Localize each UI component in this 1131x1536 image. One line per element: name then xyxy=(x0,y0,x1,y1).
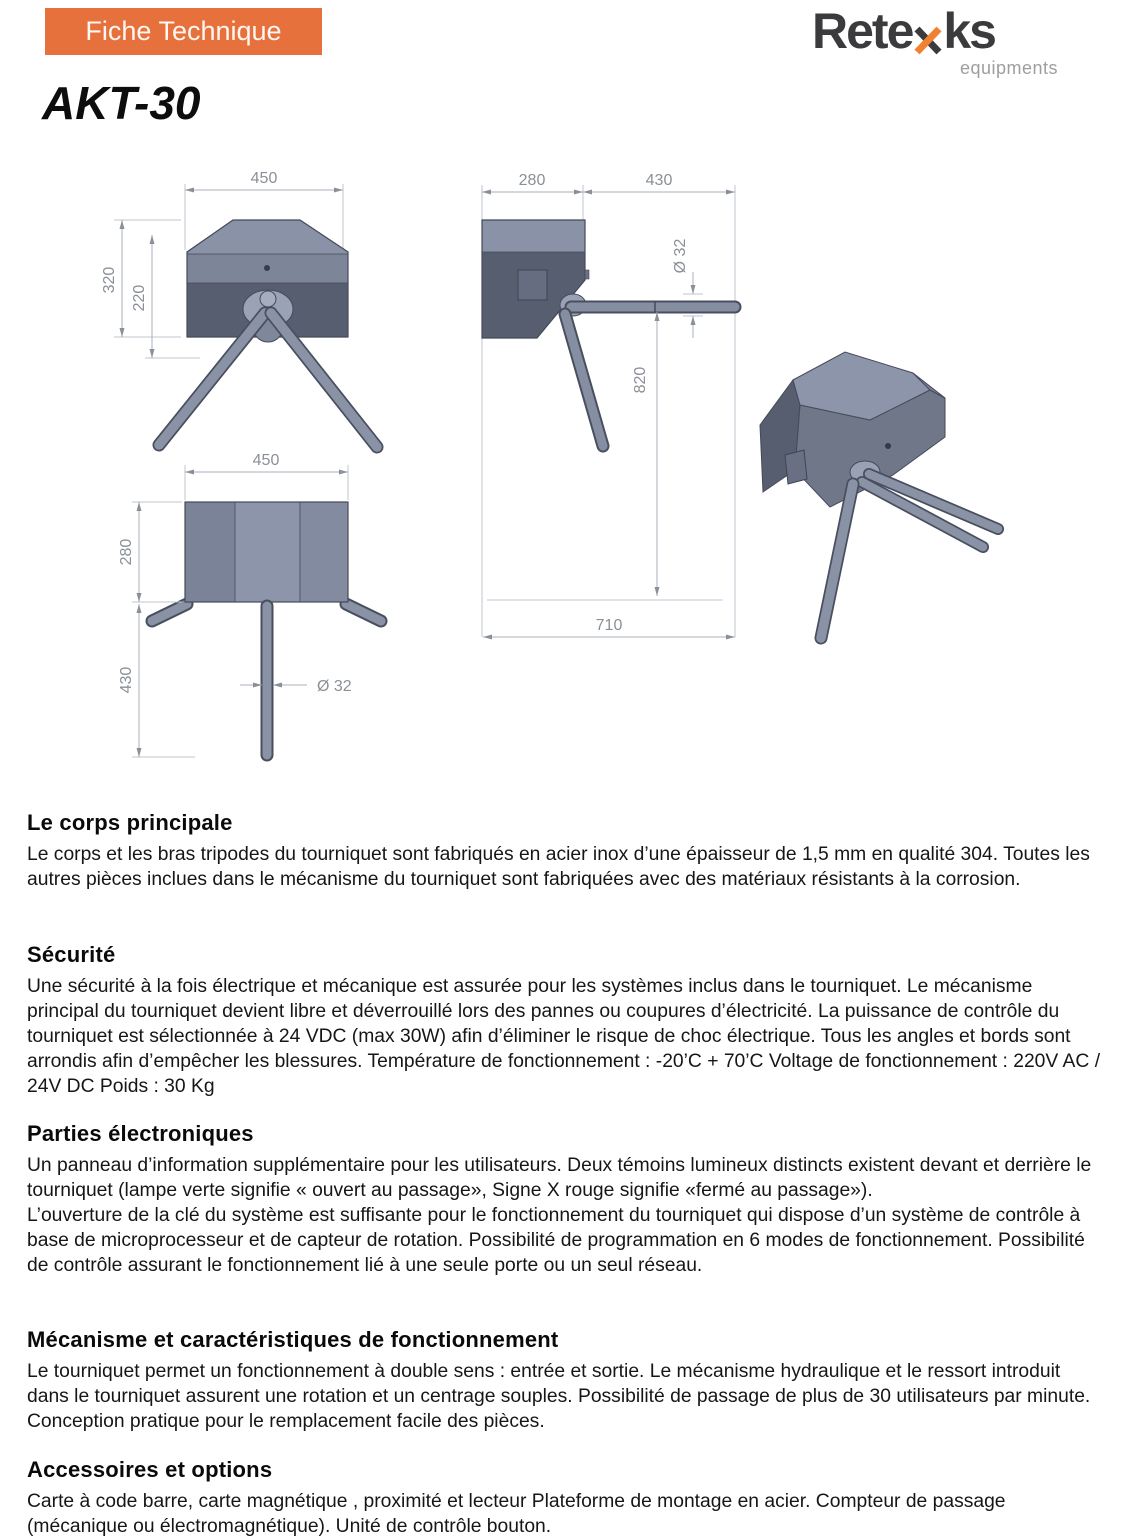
section-heading: Le corps principale xyxy=(27,810,233,835)
dim-front-height-total: 320 xyxy=(101,266,118,294)
section-heading: Accessoires et options xyxy=(27,1457,273,1482)
dim-side-arm-diameter: Ø 32 xyxy=(672,238,689,274)
isometric-view xyxy=(760,352,998,638)
section-paragraph: Le tourniquet permet un fonctionnement à double sens : entrée et sortie. Le mécanisme hydraulique et le ressort introduit dans le tourniquet assurent une rotation et un centrage souples. Possibilité de passage de plus de 30 utilisateurs par minute. Conception pratique pour le remplacement facile des pièces. xyxy=(27,1361,1091,1432)
dim-front-height-body: 220 xyxy=(131,284,148,312)
dim-top-arm-length: 430 xyxy=(118,666,135,694)
dim-top-arm-diameter: Ø 32 xyxy=(317,678,352,695)
section-mecanisme xyxy=(27,1327,1105,1434)
top-view xyxy=(118,452,381,757)
front-view xyxy=(101,170,377,447)
fiche-technique-badge: Fiche Technique xyxy=(45,8,322,55)
section-heading: Mécanisme et caractéristiques de fonctionnement xyxy=(27,1327,559,1352)
brand-logo xyxy=(812,3,1062,86)
technical-drawing xyxy=(35,158,1096,808)
section-heading: Parties électroniques xyxy=(27,1121,254,1146)
section-paragraph: Le corps et les bras tripodes du tourniquet sont fabriqués en acier inox d’une épaisseur de 1,5 mm en qualité 304. Toutes les autres pièces inclues dans le mécanisme du tourniquet sont fabriquées avec des matériaux résistants à la corrosion. xyxy=(27,844,1090,890)
section-paragraph: Carte à code barre, carte magnétique , proximité et lecteur Plateforme de montage en acier. Compteur de passage (mécanique ou électromagnétique). Unité de contrôle bouton. xyxy=(27,1491,1006,1536)
product-title: AKT-30 xyxy=(42,77,201,129)
dim-side-arm-height: 820 xyxy=(632,366,649,394)
logo-tagline: equipments xyxy=(959,58,1058,78)
dim-top-depth: 280 xyxy=(118,538,135,566)
section-accessoires xyxy=(27,1457,1105,1536)
section-corps-principale xyxy=(27,810,1105,892)
section-parties-electroniques xyxy=(27,1121,1105,1278)
dim-top-width: 450 xyxy=(252,452,280,469)
logo-x-icon xyxy=(914,25,942,55)
dim-front-width: 450 xyxy=(250,170,278,187)
dim-side-total-depth: 710 xyxy=(595,617,623,634)
brand-wordmark xyxy=(812,3,1062,59)
brand-suffix: ks xyxy=(943,3,995,59)
section-paragraph: Un panneau d’information supplémentaire pour les utilisateurs. Deux témoins lumineux distincts existent devant et derrière le tourniquet (lampe verte signifie « ouvert au passage», Signe X rouge signifie «fermé au passage»). xyxy=(27,1155,1092,1201)
section-securite xyxy=(27,942,1105,1099)
section-paragraph: L’ouverture de la clé du système est suffisante pour le fonctionnement du tourniquet qui dispose d’un système de contrôle à base de microprocesseur et de capteur de rotation. Possibilité de programmation en 6 modes de fonctionnement. Possibilité de contrôle assurant le fonctionnement lié à une seule porte ou un seul réseau. xyxy=(27,1205,1085,1276)
brand-prefix: Rete xyxy=(812,3,913,59)
section-heading: Sécurité xyxy=(27,942,116,967)
side-view xyxy=(482,172,735,640)
section-paragraph: Une sécurité à la fois électrique et mécanique est assurée pour les systèmes inclus dans le tourniquet. Le mécanisme principal du tourniquet devient libre et déverrouillé lors des pannes ou coupures d’électricité. La puissance de contrôle du tourniquet est sélectionnée à 24 VDC (max 30W) afin d’éliminer le risque de choc électrique. Tous les angles et bords sont arrondis afin d’empêcher les blessures. Température de fonctionnement : -20’C + 70’C Voltage de fonctionnement : 220V AC / 24V DC Poids : 30 Kg xyxy=(27,976,1101,1097)
dim-side-depth: 280 xyxy=(518,172,546,189)
dim-side-arm-length: 430 xyxy=(645,172,673,189)
